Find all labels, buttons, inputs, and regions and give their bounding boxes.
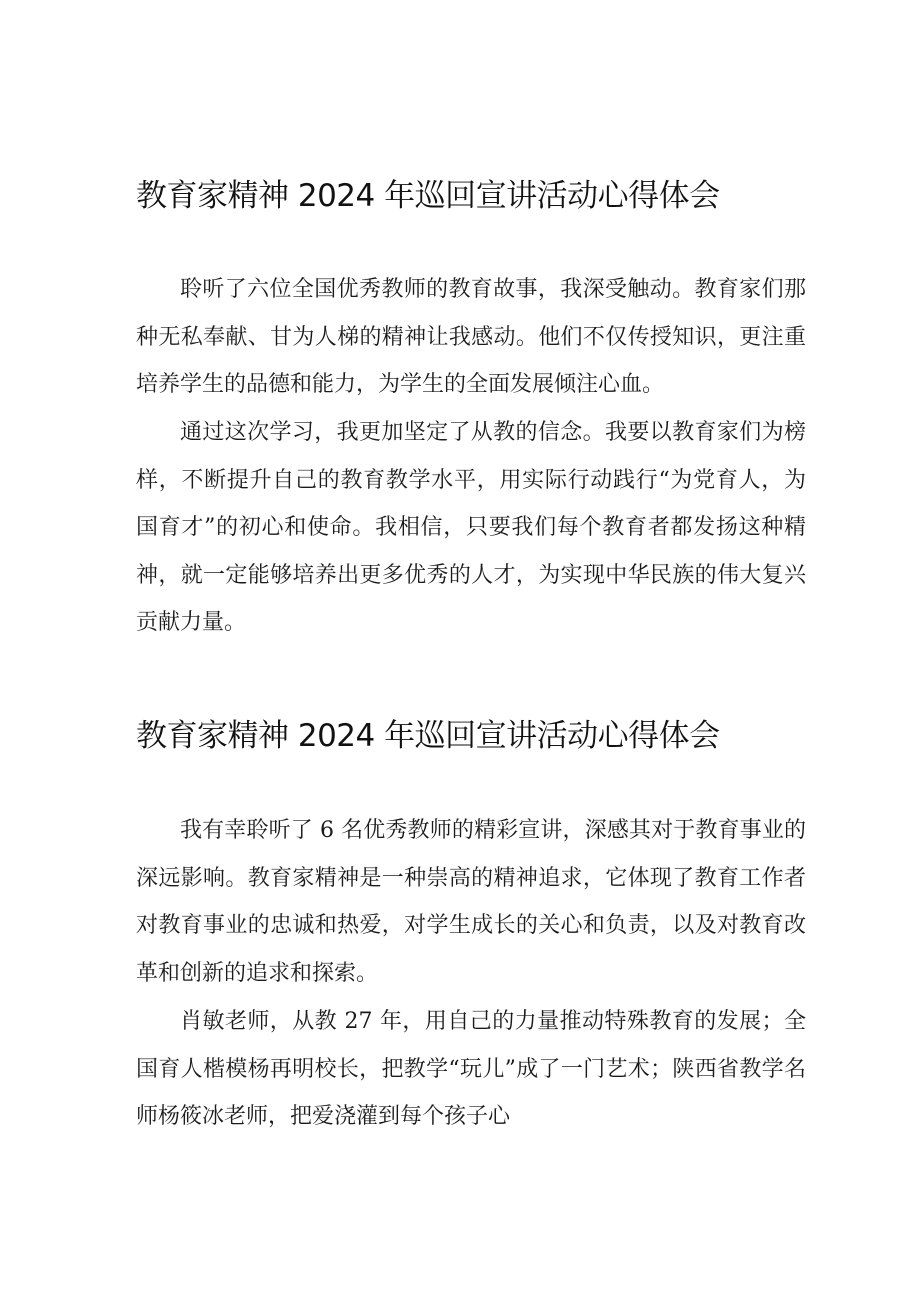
section-1-title: 教育家精神 2024 年巡回宣讲活动心得体会	[136, 178, 720, 214]
section-2-title: 教育家精神 2024 年巡回宣讲活动心得体会	[136, 718, 720, 754]
section-1-paragraph-2: 通过这次学习，我更加坚定了从教的信念。我要以教育家们为榜样，不断提升自己的教育教学水平，用实际行动践行“为党育人，为国育才”的初心和使命。我相信，只要我们每个教育者都发扬这种精神，就一定能够培养出更多优秀的人才，为实现中华民族的伟大复兴贡献力量。	[136, 420, 806, 635]
section-1-paragraph-1: 聆听了六位全国优秀教师的教育故事，我深受触动。教育家们那种无私奉献、甘为人梯的精神让我感动。他们不仅传授知识，更注重培养学生的品德和能力，为学生的全面发展倾注心血。	[136, 277, 806, 397]
section-2-paragraph-2: 肖敏老师，从教 27 年，用自己的力量推动特殊教育的发展；全国育人楷模杨再明校长，把教学“玩儿”成了一门艺术；陕西省教学名师杨筱冰老师，把爱浇灌到每个孩子心	[136, 1009, 806, 1129]
section-2-paragraph-1: 我有幸聆听了 6 名优秀教师的精彩宣讲，深感其对于教育事业的深远影响。教育家精神是一种崇高的精神追求，它体现了教育工作者对教育事业的忠诚和热爱，对学生成长的关心和负责，以及对教育改革和创新的追求和探索。	[136, 818, 806, 986]
